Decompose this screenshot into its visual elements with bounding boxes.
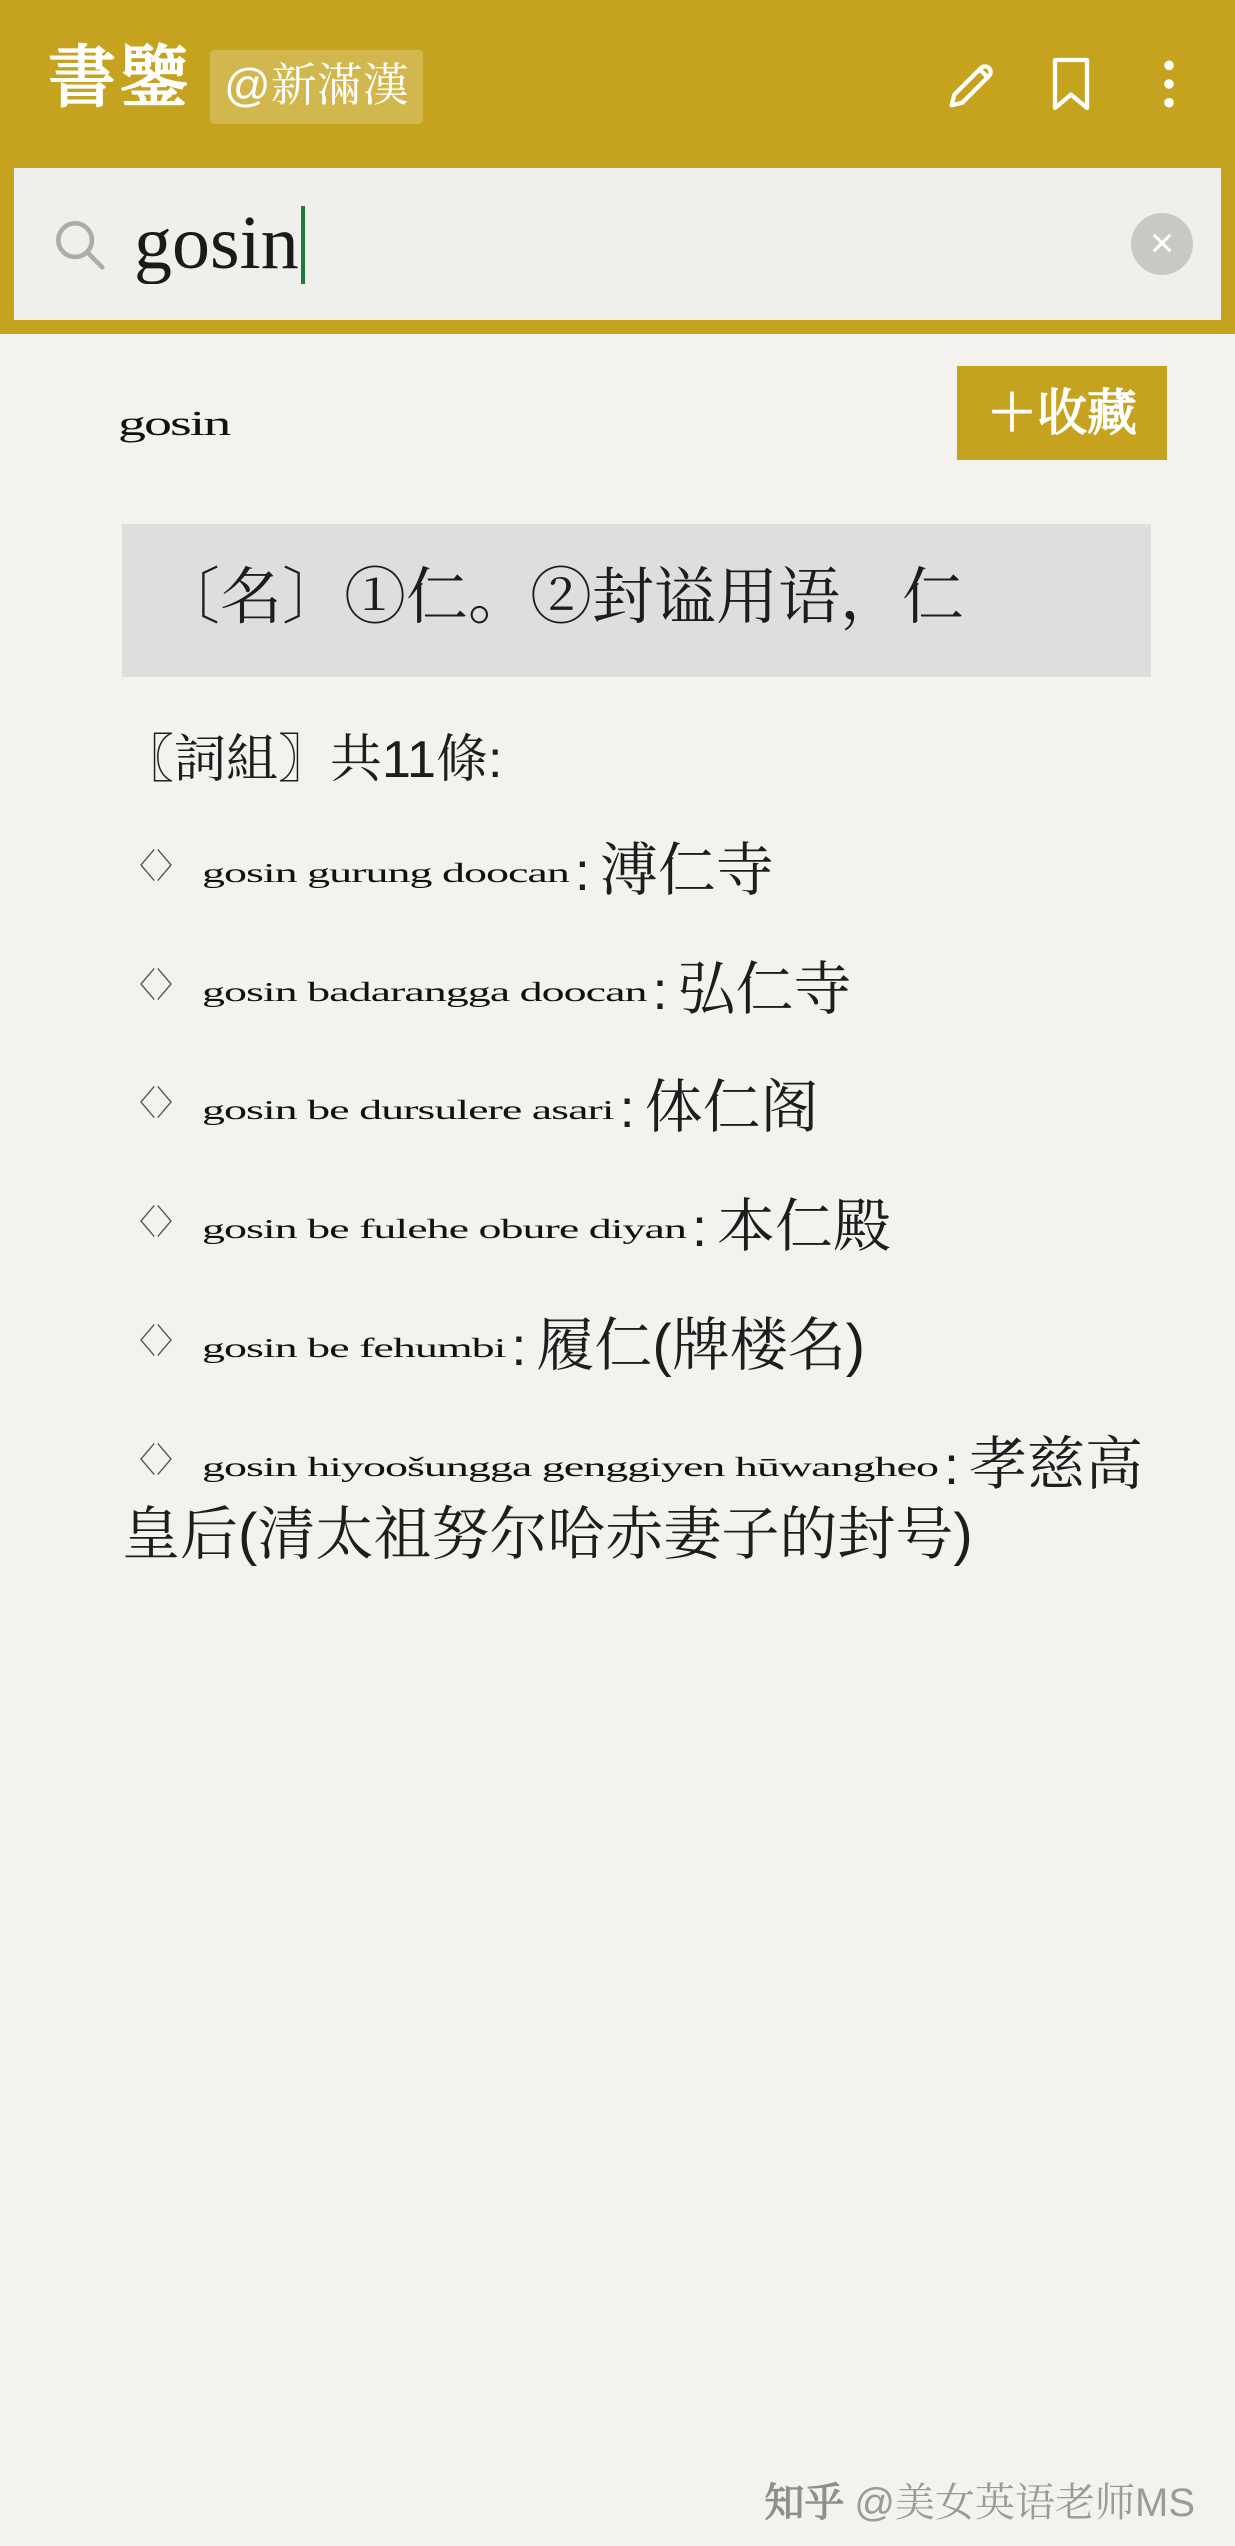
item-separator: : xyxy=(574,841,590,902)
clear-search-icon[interactable]: × xyxy=(1131,213,1193,275)
list-item[interactable] xyxy=(122,1166,1151,1285)
item-separator: : xyxy=(619,1079,635,1140)
list-item[interactable] xyxy=(122,810,1151,929)
phrase-list xyxy=(0,810,1235,1593)
search-icon xyxy=(48,213,110,275)
search-bar-container xyxy=(0,168,1235,334)
watermark-logo: 知乎 xyxy=(764,2481,845,2525)
list-item[interactable] xyxy=(122,1047,1151,1166)
item-separator: : xyxy=(652,960,668,1021)
item-gloss: 弘仁寺 xyxy=(677,956,852,1022)
item-manchu: gosin be dursulere asari xyxy=(202,1094,614,1126)
list-item[interactable] xyxy=(122,929,1151,1048)
app-subtitle-tag: @新滿漢 xyxy=(210,50,423,124)
item-marker: 〈〉 xyxy=(122,1322,190,1361)
item-marker: 〈〉 xyxy=(122,966,190,1005)
phrase-group-header: 〖詞組〗共11條: xyxy=(122,731,503,790)
item-gloss: 溥仁寺 xyxy=(599,837,774,903)
list-item[interactable] xyxy=(122,1404,1151,1594)
item-marker: 〈〉 xyxy=(122,847,190,886)
item-separator: : xyxy=(943,1435,959,1496)
item-manchu: gosin be fulehe obure diyan xyxy=(202,1213,686,1245)
brand xyxy=(48,40,941,124)
definition-box xyxy=(122,524,1151,677)
result-content xyxy=(0,334,1235,2546)
item-marker: 〈〉 xyxy=(122,1085,190,1124)
item-marker: 〈〉 xyxy=(122,1204,190,1242)
item-manchu: gosin badarangga doocan xyxy=(202,975,647,1007)
item-manchu: gosin be fehumbi xyxy=(202,1332,506,1363)
watermark-text: @美女英语老师MS xyxy=(854,2481,1195,2525)
search-bar[interactable] xyxy=(14,168,1221,320)
search-input[interactable] xyxy=(134,205,1131,284)
bookmark-icon[interactable] xyxy=(1039,52,1103,116)
list-item[interactable] xyxy=(122,1285,1151,1404)
entry-header-row xyxy=(0,334,1235,524)
edit-pencil-icon[interactable] xyxy=(941,52,1005,116)
overflow-menu-icon[interactable] xyxy=(1137,52,1201,116)
definition-text: 〔名〕①仁。②封谥用语，仁 xyxy=(158,563,965,632)
item-manchu: gosin hiyoošungga genggiyen hūwangheo xyxy=(202,1450,938,1482)
item-separator: : xyxy=(511,1316,527,1377)
app-header xyxy=(0,0,1235,168)
headword-manchu: gosin xyxy=(118,404,230,444)
watermark xyxy=(764,2471,1195,2528)
header-actions xyxy=(941,52,1201,116)
search-input-value: gosin xyxy=(134,204,299,284)
item-separator: : xyxy=(691,1198,707,1258)
item-gloss: 履仁(牌楼名) xyxy=(536,1312,866,1378)
add-favorite-button[interactable]: ＋收藏 xyxy=(957,366,1167,460)
item-gloss: 孝慈高皇后(清太祖努尔哈赤妻子的封号) xyxy=(122,1431,1143,1568)
item-marker: 〈〉 xyxy=(122,1441,190,1480)
item-manchu: gosin gurung doocan xyxy=(202,857,569,888)
item-gloss: 本仁殿 xyxy=(716,1194,891,1259)
item-gloss: 体仁阁 xyxy=(644,1075,819,1141)
text-caret xyxy=(301,206,305,284)
app-title: 書鑒 xyxy=(48,40,193,116)
